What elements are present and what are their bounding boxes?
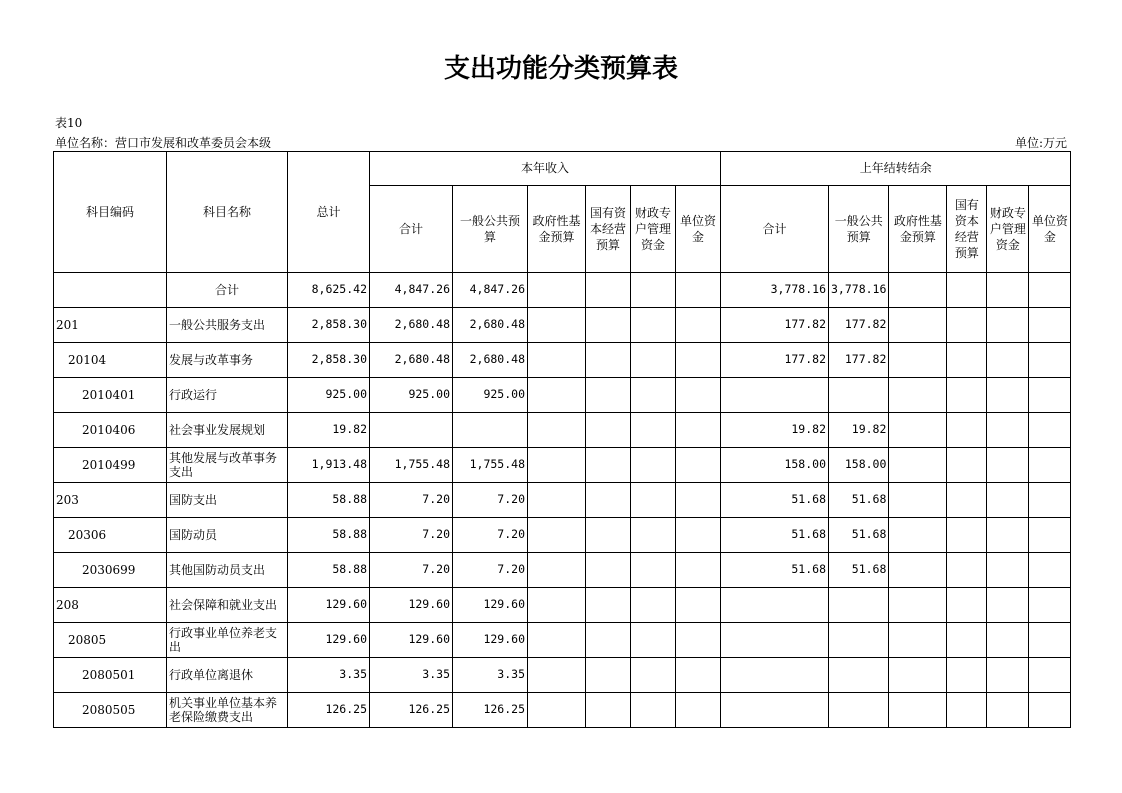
row-prev-value xyxy=(889,273,947,308)
unit-label: 单位:万元 xyxy=(1014,136,1067,150)
row-current-value xyxy=(676,553,721,588)
row-current-value: 129.60 xyxy=(453,588,528,623)
row-name: 一般公共服务支出 xyxy=(167,308,288,343)
row-prev-value: 51.68 xyxy=(721,553,829,588)
row-current-value xyxy=(676,413,721,448)
row-name: 其他国防动员支出 xyxy=(167,553,288,588)
row-current-value xyxy=(676,483,721,518)
row-prev-value xyxy=(1029,413,1071,448)
row-prev-value xyxy=(721,693,829,728)
row-current-value xyxy=(528,518,586,553)
row-code: 2030699 xyxy=(54,553,167,588)
header-current-year-income: 本年收入 xyxy=(370,152,721,186)
row-prev-value xyxy=(889,378,947,413)
row-current-value xyxy=(528,308,586,343)
row-prev-value xyxy=(721,588,829,623)
table-row xyxy=(54,448,1071,483)
row-prev-value xyxy=(1029,378,1071,413)
row-code: 2080501 xyxy=(54,658,167,693)
row-current-value: 7.20 xyxy=(370,518,453,553)
table-row xyxy=(54,553,1071,588)
row-prev-value xyxy=(987,693,1029,728)
row-current-value xyxy=(370,413,453,448)
row-prev-value xyxy=(947,343,987,378)
row-current-value xyxy=(676,623,721,658)
row-name: 发展与改革事务 xyxy=(167,343,288,378)
row-code: 20306 xyxy=(54,518,167,553)
table-row xyxy=(54,308,1071,343)
row-prev-value xyxy=(1029,588,1071,623)
row-prev-value: 177.82 xyxy=(721,308,829,343)
row-current-value: 7.20 xyxy=(370,483,453,518)
row-prev-value xyxy=(829,623,889,658)
row-current-value xyxy=(676,658,721,693)
row-current-value: 126.25 xyxy=(453,693,528,728)
row-prev-value xyxy=(889,448,947,483)
row-current-value xyxy=(528,413,586,448)
row-current-value: 4,847.26 xyxy=(453,273,528,308)
table-row xyxy=(54,658,1071,693)
page-title: 支出功能分类预算表 xyxy=(443,54,678,84)
row-current-value xyxy=(528,588,586,623)
row-current-value xyxy=(586,413,631,448)
row-prev-value xyxy=(987,308,1029,343)
row-prev-value xyxy=(1029,693,1071,728)
row-prev-value xyxy=(947,553,987,588)
row-prev-value: 19.82 xyxy=(721,413,829,448)
row-prev-value xyxy=(1029,553,1071,588)
table-row xyxy=(54,343,1071,378)
row-name: 国防动员 xyxy=(167,518,288,553)
row-code: 20805 xyxy=(54,623,167,658)
row-prev-value xyxy=(721,378,829,413)
row-prev-value: 3,778.16 xyxy=(721,273,829,308)
row-current-value: 2,680.48 xyxy=(453,343,528,378)
row-prev-value xyxy=(987,553,1029,588)
budget-table xyxy=(53,151,1071,728)
table-row xyxy=(54,483,1071,518)
row-current-value: 7.20 xyxy=(453,483,528,518)
row-prev-value: 158.00 xyxy=(721,448,829,483)
row-prev-value xyxy=(1029,273,1071,308)
row-current-value xyxy=(676,343,721,378)
row-prev-value xyxy=(889,693,947,728)
row-current-value xyxy=(676,588,721,623)
row-prev-value: 51.68 xyxy=(721,518,829,553)
row-current-value xyxy=(528,553,586,588)
row-total: 8,625.42 xyxy=(288,273,370,308)
row-current-value xyxy=(586,623,631,658)
row-current-value xyxy=(586,308,631,343)
row-prev-value xyxy=(889,483,947,518)
row-prev-value: 158.00 xyxy=(829,448,889,483)
row-current-value: 2,680.48 xyxy=(370,343,453,378)
row-current-value: 925.00 xyxy=(453,378,528,413)
header-prev-general-budget: 一般公共预算 xyxy=(829,186,889,273)
row-code: 2010406 xyxy=(54,413,167,448)
row-current-value xyxy=(586,378,631,413)
row-name: 机关事业单位基本养老保险缴费支出 xyxy=(167,693,288,728)
row-prev-value xyxy=(889,413,947,448)
row-current-value xyxy=(453,413,528,448)
row-code: 2010499 xyxy=(54,448,167,483)
row-name: 社会事业发展规划 xyxy=(167,413,288,448)
row-current-value: 129.60 xyxy=(370,588,453,623)
header-current-unit-funds: 单位资金 xyxy=(676,186,721,273)
row-prev-value xyxy=(947,378,987,413)
table-number: 表10 xyxy=(55,116,83,130)
row-prev-value xyxy=(889,658,947,693)
row-current-value xyxy=(631,413,676,448)
row-prev-value xyxy=(987,623,1029,658)
row-current-value xyxy=(528,483,586,518)
row-code: 208 xyxy=(54,588,167,623)
row-current-value xyxy=(586,273,631,308)
row-current-value xyxy=(631,308,676,343)
table-row xyxy=(54,518,1071,553)
row-prev-value xyxy=(987,483,1029,518)
row-total: 1,913.48 xyxy=(288,448,370,483)
row-current-value: 129.60 xyxy=(370,623,453,658)
row-prev-value: 51.68 xyxy=(829,518,889,553)
row-prev-value xyxy=(947,658,987,693)
row-name: 行政事业单位养老支出 xyxy=(167,623,288,658)
table-row xyxy=(54,693,1071,728)
table-row xyxy=(54,378,1071,413)
row-code: 2010401 xyxy=(54,378,167,413)
row-current-value: 4,847.26 xyxy=(370,273,453,308)
table-row xyxy=(54,413,1071,448)
row-current-value xyxy=(586,588,631,623)
row-current-value: 129.60 xyxy=(453,623,528,658)
row-current-value: 2,680.48 xyxy=(370,308,453,343)
row-total: 129.60 xyxy=(288,623,370,658)
row-prev-value xyxy=(1029,343,1071,378)
row-current-value xyxy=(631,623,676,658)
row-current-value xyxy=(586,483,631,518)
header-prev-unit-funds: 单位资金 xyxy=(1029,186,1071,273)
row-prev-value xyxy=(987,378,1029,413)
row-current-value xyxy=(631,518,676,553)
header-current-general-budget: 一般公共预算 xyxy=(453,186,528,273)
row-total: 2,858.30 xyxy=(288,308,370,343)
row-name: 合计 xyxy=(167,273,288,308)
row-prev-value xyxy=(721,658,829,693)
row-total: 2,858.30 xyxy=(288,343,370,378)
row-code: 20104 xyxy=(54,343,167,378)
row-prev-value xyxy=(947,518,987,553)
row-total: 58.88 xyxy=(288,483,370,518)
row-current-value: 7.20 xyxy=(370,553,453,588)
table-row xyxy=(54,623,1071,658)
row-prev-value xyxy=(1029,518,1071,553)
unit-name: 单位名称：营口市发展和改革委员会本级 xyxy=(55,136,272,150)
row-current-value xyxy=(528,448,586,483)
row-name: 其他发展与改革事务支出 xyxy=(167,448,288,483)
row-prev-value xyxy=(947,483,987,518)
row-current-value xyxy=(676,273,721,308)
header-current-state-capital: 国有资本经营预算 xyxy=(586,186,631,273)
header-name: 科目名称 xyxy=(167,152,288,273)
row-current-value xyxy=(631,448,676,483)
row-prev-value xyxy=(947,413,987,448)
row-prev-value xyxy=(947,623,987,658)
header-prev-total: 合计 xyxy=(721,186,829,273)
row-prev-value xyxy=(947,588,987,623)
row-current-value xyxy=(676,378,721,413)
row-name: 国防支出 xyxy=(167,483,288,518)
row-current-value: 925.00 xyxy=(370,378,453,413)
row-current-value xyxy=(528,378,586,413)
row-current-value: 7.20 xyxy=(453,518,528,553)
table-row xyxy=(54,273,1071,308)
row-total: 58.88 xyxy=(288,553,370,588)
row-current-value xyxy=(631,693,676,728)
row-prev-value xyxy=(987,518,1029,553)
row-current-value xyxy=(586,658,631,693)
row-prev-value xyxy=(987,448,1029,483)
row-total: 126.25 xyxy=(288,693,370,728)
row-code: 201 xyxy=(54,308,167,343)
row-current-value xyxy=(586,448,631,483)
row-name: 行政单位离退休 xyxy=(167,658,288,693)
row-current-value xyxy=(631,378,676,413)
row-prev-value xyxy=(947,273,987,308)
row-current-value xyxy=(528,693,586,728)
row-current-value: 126.25 xyxy=(370,693,453,728)
row-prev-value xyxy=(987,273,1029,308)
row-current-value xyxy=(676,308,721,343)
row-current-value xyxy=(586,693,631,728)
row-code: 2080505 xyxy=(54,693,167,728)
header-code: 科目编码 xyxy=(54,152,167,273)
row-current-value xyxy=(631,658,676,693)
row-total: 3.35 xyxy=(288,658,370,693)
row-name: 行政运行 xyxy=(167,378,288,413)
row-prev-value: 177.82 xyxy=(829,308,889,343)
row-code: 203 xyxy=(54,483,167,518)
header-current-total: 合计 xyxy=(370,186,453,273)
row-prev-value xyxy=(829,588,889,623)
row-prev-value xyxy=(829,378,889,413)
header-total: 总计 xyxy=(288,152,370,273)
row-prev-value xyxy=(947,448,987,483)
row-prev-value xyxy=(889,623,947,658)
row-prev-value xyxy=(1029,623,1071,658)
row-name: 社会保障和就业支出 xyxy=(167,588,288,623)
row-total: 129.60 xyxy=(288,588,370,623)
row-prev-value: 51.68 xyxy=(721,483,829,518)
row-prev-value xyxy=(987,588,1029,623)
row-prev-value xyxy=(829,693,889,728)
row-prev-value xyxy=(987,413,1029,448)
row-current-value xyxy=(586,518,631,553)
row-prev-value xyxy=(987,343,1029,378)
header-current-special-account: 财政专户管理资金 xyxy=(631,186,676,273)
row-prev-value: 3,778.16 xyxy=(829,273,889,308)
table-row xyxy=(54,588,1071,623)
row-current-value xyxy=(528,623,586,658)
row-total: 925.00 xyxy=(288,378,370,413)
row-prev-value xyxy=(1029,483,1071,518)
row-current-value xyxy=(528,658,586,693)
table-body xyxy=(54,273,1071,728)
header-prev-fund-budget: 政府性基金预算 xyxy=(889,186,947,273)
row-prev-value xyxy=(947,693,987,728)
row-current-value xyxy=(586,553,631,588)
row-current-value xyxy=(528,343,586,378)
row-prev-value xyxy=(889,343,947,378)
row-current-value xyxy=(631,273,676,308)
row-current-value xyxy=(676,693,721,728)
row-current-value xyxy=(631,588,676,623)
header-prev-special-account: 财政专户管理资金 xyxy=(987,186,1029,273)
row-prev-value xyxy=(889,518,947,553)
header-current-fund-budget: 政府性基金预算 xyxy=(528,186,586,273)
row-prev-value xyxy=(987,658,1029,693)
row-current-value xyxy=(631,343,676,378)
row-current-value xyxy=(676,448,721,483)
row-prev-value: 177.82 xyxy=(721,343,829,378)
row-prev-value xyxy=(889,553,947,588)
row-prev-value xyxy=(889,588,947,623)
table-header xyxy=(54,152,1071,273)
row-prev-value xyxy=(829,658,889,693)
row-prev-value: 19.82 xyxy=(829,413,889,448)
row-prev-value xyxy=(1029,658,1071,693)
row-current-value xyxy=(586,343,631,378)
row-current-value: 3.35 xyxy=(453,658,528,693)
row-current-value xyxy=(631,483,676,518)
row-current-value: 7.20 xyxy=(453,553,528,588)
row-prev-value xyxy=(889,308,947,343)
header-previous-carryover: 上年结转结余 xyxy=(721,152,1071,186)
row-prev-value xyxy=(721,623,829,658)
row-prev-value: 177.82 xyxy=(829,343,889,378)
row-current-value: 1,755.48 xyxy=(453,448,528,483)
row-current-value xyxy=(676,518,721,553)
row-prev-value xyxy=(1029,308,1071,343)
row-prev-value xyxy=(947,308,987,343)
row-total: 58.88 xyxy=(288,518,370,553)
row-current-value xyxy=(528,273,586,308)
row-current-value: 3.35 xyxy=(370,658,453,693)
row-prev-value xyxy=(1029,448,1071,483)
row-total: 19.82 xyxy=(288,413,370,448)
row-current-value: 2,680.48 xyxy=(453,308,528,343)
row-prev-value: 51.68 xyxy=(829,483,889,518)
header-prev-state-capital: 国有资本经营预算 xyxy=(947,186,987,273)
row-prev-value: 51.68 xyxy=(829,553,889,588)
row-current-value: 1,755.48 xyxy=(370,448,453,483)
row-current-value xyxy=(631,553,676,588)
row-code xyxy=(54,273,167,308)
